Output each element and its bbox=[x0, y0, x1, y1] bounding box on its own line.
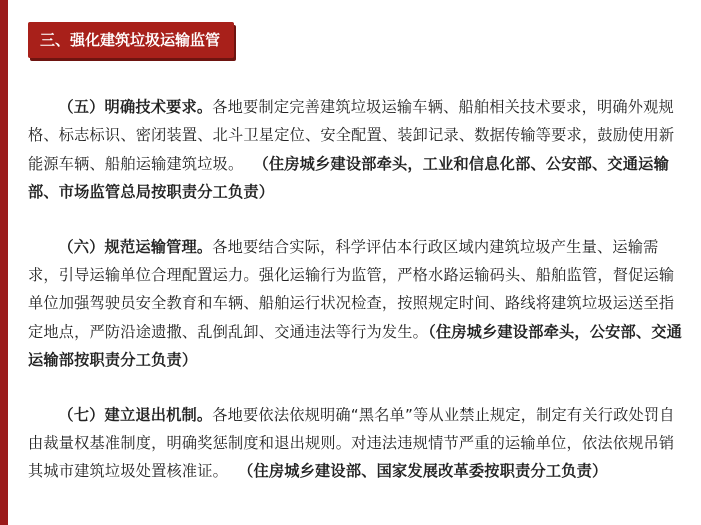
responsible-departments: （住房城乡建设部、国家发展改革委按职责分工负责） bbox=[238, 462, 608, 481]
section-heading bbox=[28, 22, 234, 58]
paragraph-technical-requirements bbox=[28, 93, 688, 207]
paragraph-label: （五）明确技术要求。 bbox=[58, 98, 213, 116]
article-body bbox=[28, 93, 688, 512]
paragraph-text: 各地要结合实际，科学评估本行政区域内建筑垃圾产生量、运输需求，引导运输单位合理配置运力。强化运输行为监管，严格水路运输码头、船舶监管，督促运输单位加强驾驶员安全教育和车辆、船舶运行状况检查，按照规定时间、路线将建筑垃圾运送至指定地点，严防沿途遗撒、乱倒乱卸、交通违法等行为发生。 bbox=[28, 237, 675, 341]
section-heading-text: 三、强化建筑垃圾运输监管 bbox=[40, 31, 221, 49]
paragraph-text: 各地要制定完善建筑垃圾运输车辆、船舶相关技术要求，明确外观规格、标志标识、密闭装置、北斗卫星定位、安全配置、装卸记录、数据传输等要求，鼓励使用新能源车辆、船舶运输建筑垃圾。 bbox=[28, 98, 675, 173]
paragraph-label: （七）建立退出机制。 bbox=[58, 405, 213, 424]
paragraph-transport-management bbox=[28, 233, 688, 375]
responsible-departments: （住房城乡建设部牵头，工业和信息化部、公安部、交通运输部、市场监管总局按职责分工负责） bbox=[28, 154, 669, 202]
responsible-departments: （住房城乡建设部牵头，公安部、交通运输部按职责分工负责） bbox=[28, 322, 683, 370]
paragraph-label: （六）规范运输管理。 bbox=[58, 237, 213, 256]
left-accent-rule bbox=[0, 0, 8, 525]
paragraph-text: 各地要依法依规明确“黑名单”等从业禁止规定，制定有关行政处罚自由裁量权基准制度，明确奖惩制度和退出规则。对违法违规情节严重的运输单位，依法依规吊销其城市建筑垃圾处置核准证。 bbox=[28, 405, 675, 481]
paragraph-exit-mechanism bbox=[28, 401, 688, 486]
